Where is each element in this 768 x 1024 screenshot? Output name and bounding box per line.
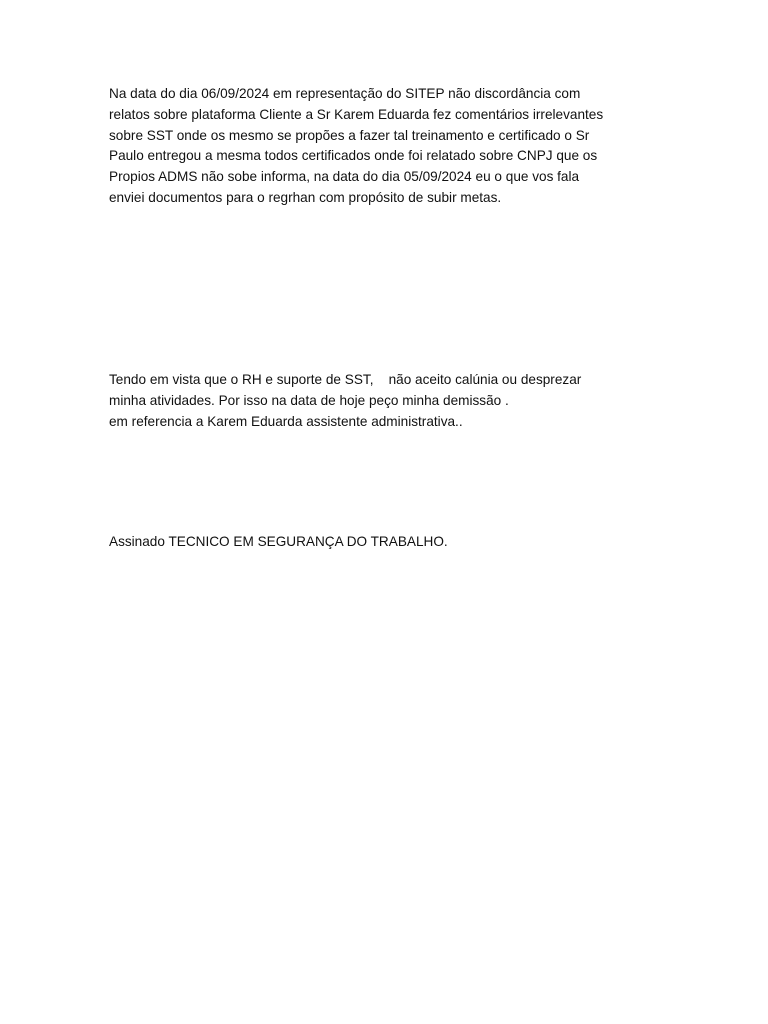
- text-line: Na data do dia 06/09/2024 em representação do SITEP não discordância com: [109, 86, 581, 101]
- text-line: Tendo em vista que o RH e suporte de SST, não aceito calúnia ou desprezar: [109, 372, 582, 387]
- paragraph-report: [109, 84, 669, 209]
- text-line: Assinado TECNICO EM SEGURANÇA DO TRABALHO.: [109, 534, 448, 549]
- text-line: enviei documentos para o regrhan com propósito de subir metas.: [109, 189, 502, 205]
- signature-line: [109, 532, 669, 553]
- text-line: em referencia a Karem Eduarda assistente administrativa..: [109, 413, 463, 429]
- text-line: minha atividades. Por isso na data de hoje peço minha demissão .: [109, 392, 509, 408]
- text-line: Paulo entregou a mesma todos certificados onde foi relatado sobre CNPJ que os: [109, 148, 598, 164]
- text-line: Propios ADMS não sobe informa, na data do dia 05/09/2024 eu o que vos fala: [109, 169, 580, 185]
- text-line: relatos sobre plataforma Cliente a Sr Karem Eduarda fez comentários irrelevantes: [109, 106, 604, 122]
- paragraph-resignation: [109, 370, 669, 432]
- text-line: sobre SST onde os mesmo se propões a fazer tal treinamento e certificado o Sr: [109, 127, 590, 143]
